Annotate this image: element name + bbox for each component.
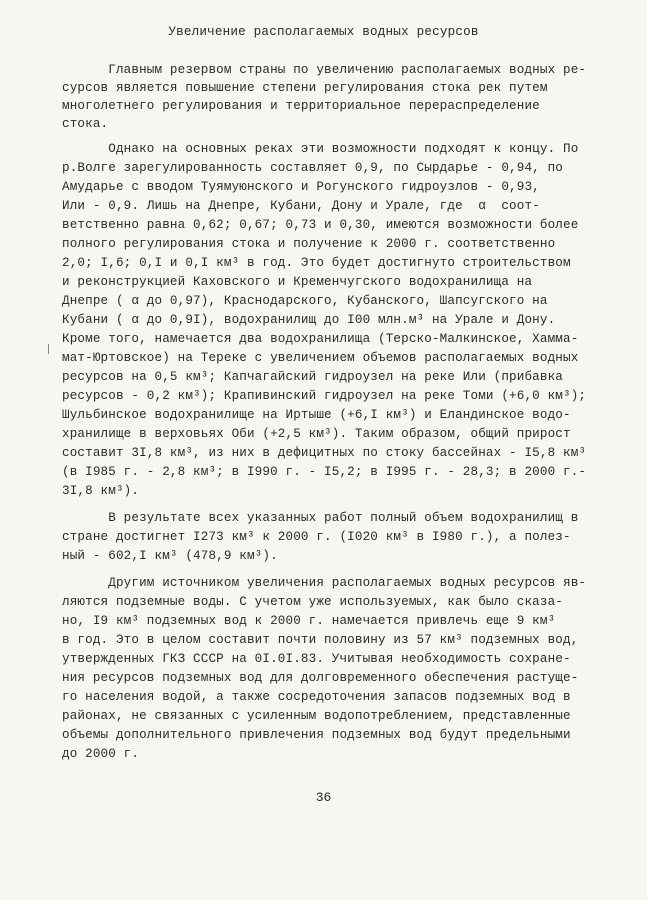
text-line-07: Амударье с вводом Туямуюнского и Рогунского гидроузлов - 0,93,: [62, 180, 540, 194]
text-line-27: Другим источником увеличения располагаемых водных ресурсов яв-: [62, 576, 587, 590]
text-line-32: ния ресурсов подземных вод для долговременного обеспечения растуще-: [62, 671, 579, 685]
text-line-16: мат-Юртовское) на Тереке с увеличением объемов располагаемых водных: [62, 351, 579, 365]
text-line-26: ный - 602,I км³ (478,9 км³).: [62, 549, 278, 563]
text-line-31: утвержденных ГКЗ СССР на 0I.0I.83. Учитывая необходимость сохране-: [62, 652, 571, 666]
text-line-14: Кубани ( α до 0,9I), водохранилищ до I00 млн.м³ на Урале и Дону.: [62, 313, 556, 327]
text-line-11: 2,0; I,6; 0,I и 0,I км³ в год. Это будет достигнуто строительством: [62, 256, 571, 270]
text-line-36: до 2000 г.: [62, 747, 140, 761]
text-line-04: стока.: [62, 117, 109, 131]
text-line-18: ресурсов - 0,2 км³); Крапивинский гидроузел на реке Томи (+6,0 км³);: [62, 389, 587, 403]
text-line-12: и реконструкцией Каховского и Кременчугского водохранилища на: [62, 275, 533, 289]
text-line-15: Кроме того, намечается два водохранилища (Терско-Малкинское, Хамма-: [62, 332, 579, 346]
text-line-35: объемы дополнительного привлечения подземных вод будут предельными: [62, 728, 571, 742]
text-line-01: Главным резервом страны по увеличению располагаемых водных ре-: [62, 63, 587, 77]
text-line-08: Или - 0,9. Лишь на Днепре, Кубани, Дону и Урале, где α соот-: [62, 199, 540, 213]
text-line-25: стране достигнет I273 км³ к 2000 г. (I020 км³ в I980 г.), а полез-: [62, 530, 571, 544]
text-line-06: р.Волге зарегулированность составляет 0,9, по Сырдарье - 0,94, по: [62, 161, 563, 175]
margin-mark: [48, 344, 49, 354]
text-line-29: но, I9 км³ подземных вод к 2000 г. намечается привлечь еще 9 км³: [62, 614, 556, 628]
text-line-20: хранилище в верховьях Оби (+2,5 км³). Таким образом, общий прирост: [62, 427, 571, 441]
page-title: Увеличение располагаемых водных ресурсов: [168, 25, 479, 39]
text-line-02: сурсов является повышение степени регулирования стока рек путем: [62, 81, 548, 95]
text-line-10: полного регулирования стока и получение к 2000 г. соответственно: [62, 237, 556, 251]
text-line-13: Днепре ( α до 0,97), Краснодарского, Кубанского, Шапсугского на: [62, 294, 548, 308]
text-line-03: многолетнего регулирования и территориальное перераспределение: [62, 99, 540, 113]
text-line-28: ляются подземные воды. С учетом уже используемых, как было сказа-: [62, 595, 563, 609]
text-line-21: составит 3I,8 км³, из них в дефицитных по стоку бассейнах - I5,8 км³: [62, 446, 587, 460]
text-line-33: го населения водой, а также сосредоточения запасов подземных вод в: [62, 690, 571, 704]
text-line-05: Однако на основных реках эти возможности подходят к концу. По: [62, 142, 579, 156]
text-line-17: ресурсов на 0,5 км³; Капчагайский гидроузел на реке Или (прибавка: [62, 370, 563, 384]
text-line-09: ветственно равна 0,62; 0,67; 0,73 и 0,30, имеются возможности более: [62, 218, 579, 232]
text-line-34: районах, не связанных с усиленным водопотреблением, представленные: [62, 709, 571, 723]
page-number: 36: [315, 790, 332, 805]
text-line-23: 3I,8 км³).: [62, 484, 140, 498]
text-line-19: Шульбинское водохранилище на Иртыше (+6,I км³) и Еландинское водо-: [62, 408, 571, 422]
text-line-30: в год. Это в целом составит почти половину из 57 км³ подземных вод,: [62, 633, 579, 647]
text-line-22: (в I985 г. - 2,8 км³; в I990 г. - I5,2; в I995 г. - 28,3; в 2000 г.-: [62, 465, 587, 479]
text-line-24: В результате всех указанных работ полный объем водохранилищ в: [62, 511, 579, 525]
